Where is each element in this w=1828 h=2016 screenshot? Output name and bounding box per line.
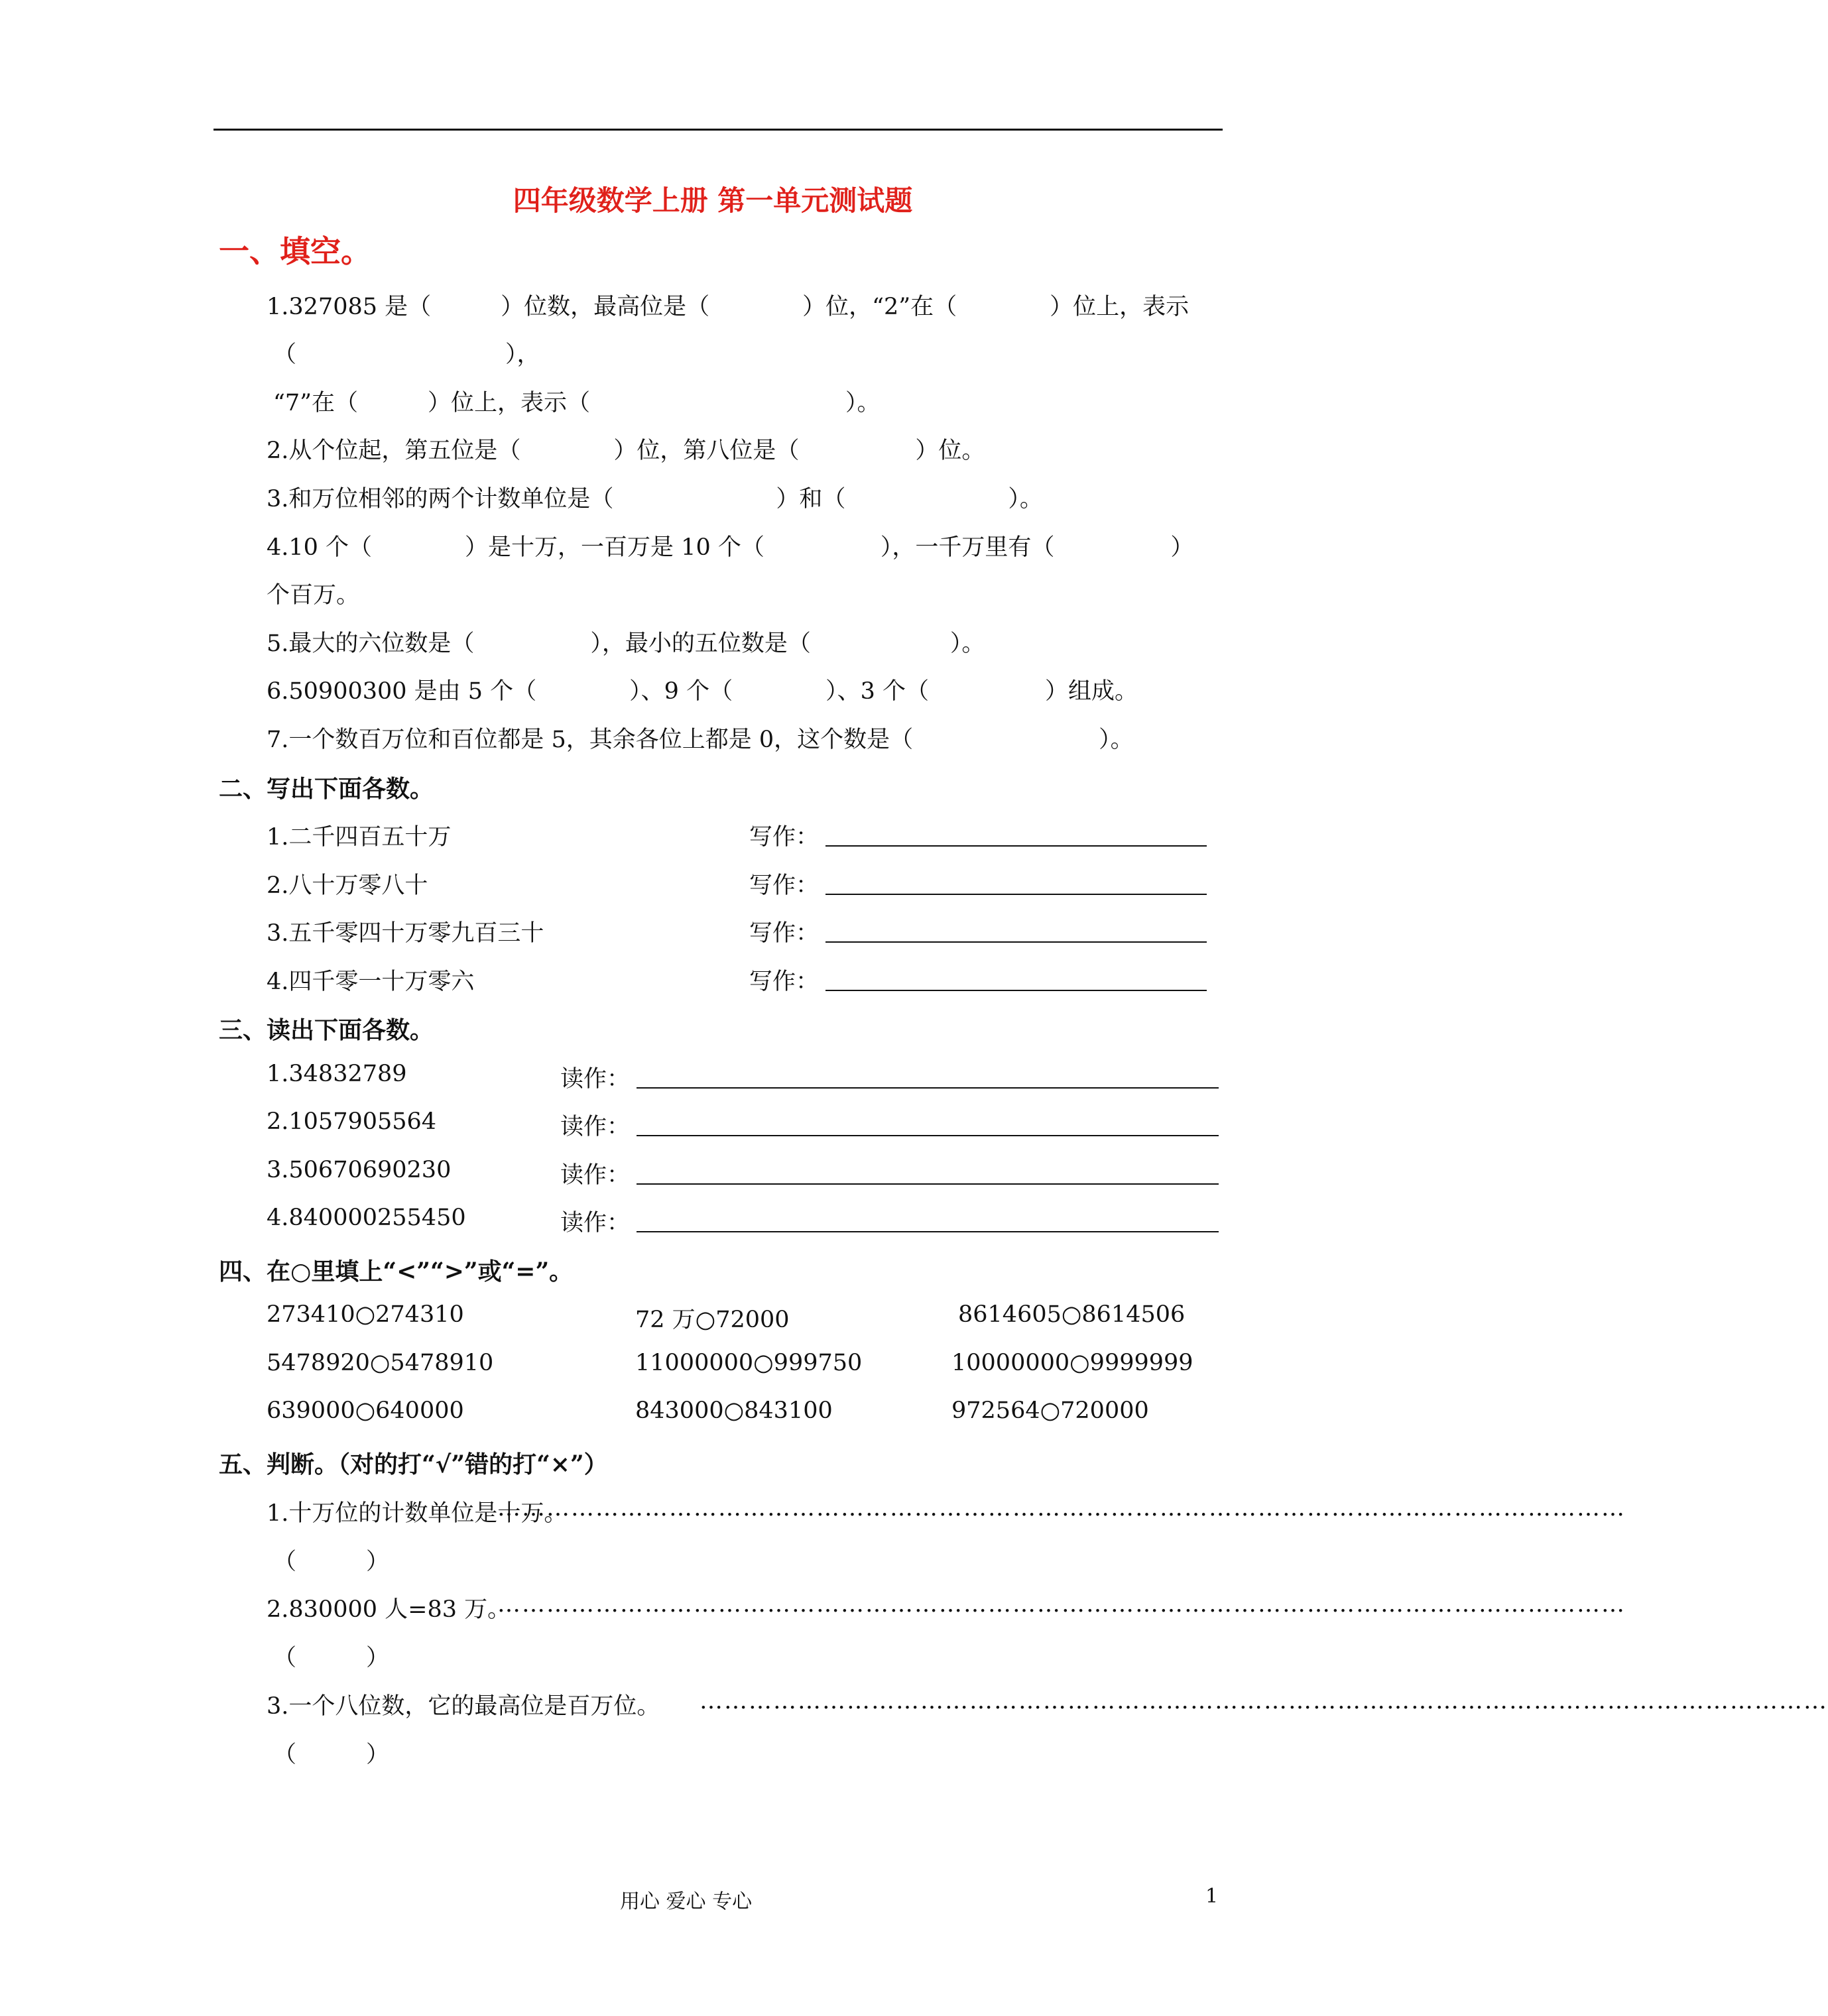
write-label: 写作： [749, 872, 820, 899]
read-item: 3.50670690230 [267, 1157, 452, 1183]
compare-item[interactable]: 639000○640000 [267, 1397, 464, 1424]
read-answer-line[interactable] [637, 1231, 1219, 1232]
write-item: 1.二千四百五十万 [267, 824, 452, 851]
write-answer-line[interactable] [825, 845, 1207, 847]
read-label: 读作： [560, 1066, 631, 1093]
read-answer-line[interactable] [637, 1183, 1219, 1185]
compare-item[interactable]: 8614605○8614506 [958, 1301, 1186, 1328]
read-answer-line[interactable] [637, 1135, 1219, 1136]
compare-item[interactable]: 843000○843100 [635, 1397, 833, 1424]
question-4-line-1: 4.10 个（ ）是十万，一百万是 10 个（ ），一千万里有（ ） [267, 534, 1194, 561]
judge-answer-blank[interactable]: （ ） [273, 1645, 390, 1671]
write-item: 4.四千零一十万零六 [267, 969, 475, 995]
write-item: 2.八十万零八十 [267, 872, 428, 899]
read-label: 读作： [560, 1210, 631, 1236]
section-5-heading: 五、判断。（对的打“√”错的打“×”） [219, 1451, 608, 1478]
write-item: 3.五千零四十万零九百三十 [267, 920, 544, 947]
write-label: 写作： [749, 969, 820, 995]
write-answer-line[interactable] [825, 894, 1207, 895]
read-label: 读作： [560, 1114, 631, 1140]
question-1-line-2: （ ）， [273, 341, 540, 368]
section-3-heading: 三、读出下面各数。 [219, 1016, 434, 1044]
question-7: 7.一个数百万位和百位都是 5，其余各位上都是 0，这个数是（ ）。 [267, 727, 1134, 753]
section-4-heading: 四、在○里填上“<”“>”或“=”。 [219, 1258, 574, 1285]
read-label: 读作： [560, 1162, 631, 1189]
question-2: 2.从个位起，第五位是（ ）位，第八位是（ ）位。 [267, 438, 985, 464]
judge-answer-blank[interactable]: （ ） [273, 1742, 390, 1768]
section-1-heading: 一、填空。 [219, 233, 371, 269]
compare-item[interactable]: 11000000○999750 [635, 1350, 863, 1376]
read-item: 4.840000255450 [267, 1205, 466, 1231]
dot-leader: ………………………………………………………………………………………………………………………… [497, 1591, 1626, 1618]
write-label: 写作： [749, 824, 820, 851]
question-1-line-3: “7”在（ ）位上，表示（ ）。 [273, 390, 881, 416]
write-answer-line[interactable] [825, 990, 1207, 991]
compare-item[interactable]: 72 万○72000 [635, 1307, 790, 1333]
page-title: 四年级数学上册 第一单元测试题 [513, 184, 913, 217]
dot-leader: ………………………………………………………………………………………………………………………… [497, 1495, 1626, 1521]
dot-leader: ………………………………………………………………………………………………………………………… [700, 1688, 1828, 1714]
read-answer-line[interactable] [637, 1087, 1219, 1089]
judge-item: 3.一个八位数，它的最高位是百万位。 [267, 1693, 660, 1720]
compare-item[interactable]: 273410○274310 [267, 1301, 464, 1328]
read-item: 1.34832789 [267, 1061, 407, 1087]
compare-item[interactable]: 972564○720000 [951, 1397, 1149, 1424]
question-5: 5.最大的六位数是（ ），最小的五位数是（ ）。 [267, 630, 985, 657]
compare-item[interactable]: 10000000○9999999 [951, 1350, 1193, 1376]
judge-item: 2.830000 人=83 万。 [267, 1596, 511, 1623]
write-label: 写作： [749, 920, 820, 947]
judge-item: 1.十万位的计数单位是十万。 [267, 1500, 568, 1527]
question-6: 6.50900300 是由 5 个（ ）、9 个（ ）、3 个（ ）组成。 [267, 678, 1138, 705]
read-item: 2.1057905564 [267, 1108, 437, 1135]
question-1-line-1: 1.327085 是（ ）位数，最高位是（ ）位，“2”在（ ）位上，表示 [267, 294, 1189, 320]
page-number: 1 [1205, 1885, 1219, 1908]
write-answer-line[interactable] [825, 941, 1207, 943]
question-3: 3.和万位相邻的两个计数单位是（ ）和（ ）。 [267, 486, 1043, 512]
footer-motto: 用心 爱心 专心 [620, 1890, 753, 1913]
question-4-line-2: 个百万。 [267, 582, 360, 609]
section-2-heading: 二、写出下面各数。 [219, 775, 434, 803]
header-rule [213, 129, 1223, 131]
compare-item[interactable]: 5478920○5478910 [267, 1350, 494, 1376]
judge-answer-blank[interactable]: （ ） [273, 1549, 390, 1575]
